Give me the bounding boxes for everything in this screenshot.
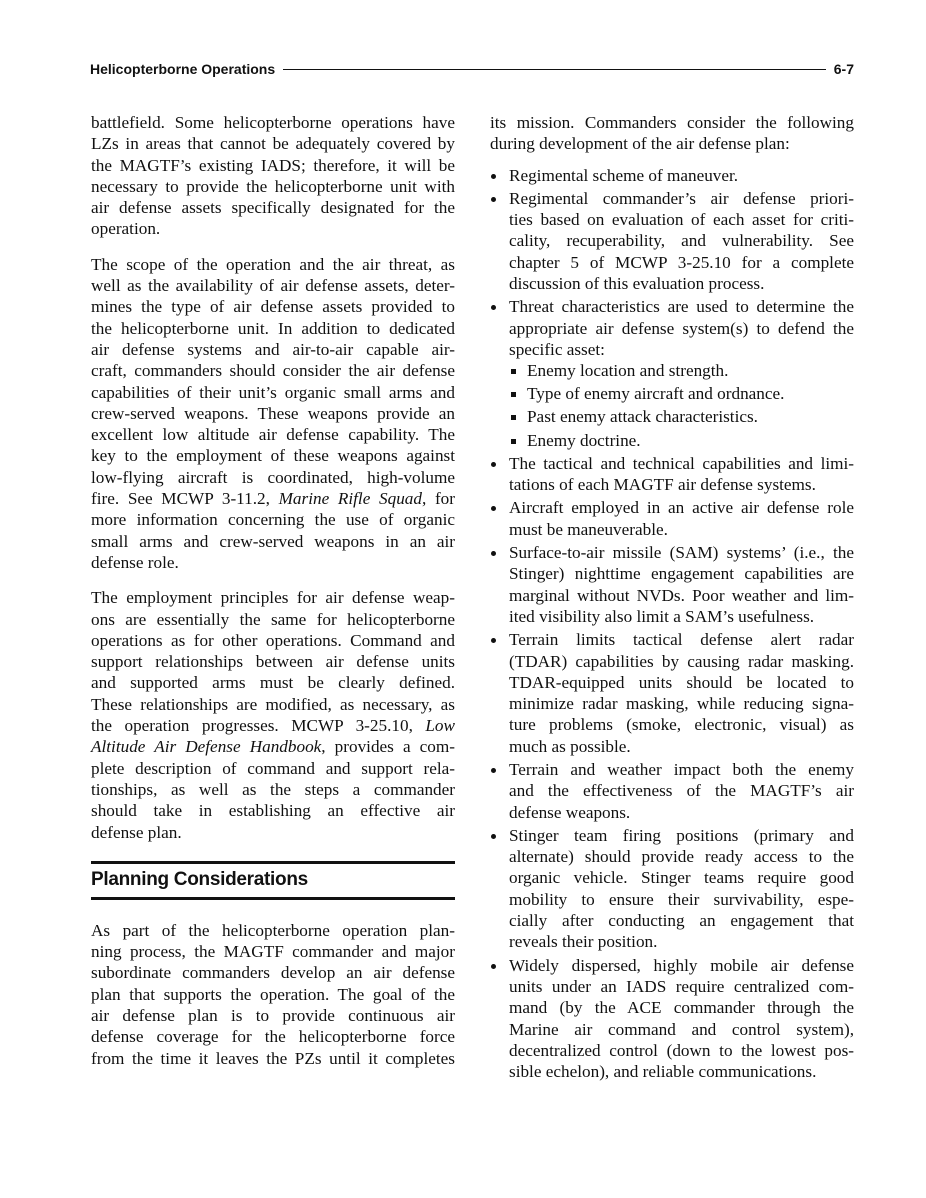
text-line: reveals their position. xyxy=(509,932,658,952)
text-line: tionships, as well as the steps a commander xyxy=(91,779,455,799)
text-run: the operation progresses. MCWP 3-25.10, xyxy=(91,716,426,736)
text-line: Enemy doctrine. xyxy=(527,430,641,450)
text-line: Stinger team firing positions (primary and xyxy=(509,825,854,845)
bullet-icon xyxy=(491,551,496,556)
publication-title: Altitude Air Defense Handbook xyxy=(91,737,322,757)
bullet-icon xyxy=(491,964,496,969)
text-line: Past enemy attack characteristics. xyxy=(527,407,758,427)
text-line: defense weapons. xyxy=(509,802,631,822)
text-line: Enemy location and strength. xyxy=(527,361,729,381)
text-line: its mission. Commanders consider the following xyxy=(490,113,854,132)
text-line: ited visibility also limit a SAM’s usefulness. xyxy=(509,606,815,626)
text-line: small arms and crew-served weapons in an air xyxy=(91,531,455,551)
text-run: , provides a com- xyxy=(321,737,455,757)
considerations-list xyxy=(490,165,854,1083)
bullet-icon xyxy=(491,768,496,773)
paragraph-planning xyxy=(91,920,455,1069)
list-item xyxy=(490,629,854,757)
text-line: mines the type of air defense assets provided to xyxy=(91,297,455,317)
text-line: key to the employment of these weapons against xyxy=(91,446,455,466)
text-line: minimize radar masking, while reducing signa- xyxy=(509,694,854,714)
text-line: chapter 5 of MCWP 3-25.10 for a complete xyxy=(509,252,854,272)
text-line: battlefield. Some helicopterborne operations have xyxy=(91,113,455,132)
text-line: Stinger) nighttime engagement capabilities are xyxy=(509,564,854,584)
text-line: plan that supports the operation. The goal of the xyxy=(91,984,455,1004)
text-line: subordinate commanders develop an air defense xyxy=(91,963,455,983)
publication-title: Marine Rifle Squad xyxy=(278,489,422,509)
threat-sublist xyxy=(509,360,854,451)
text-line: Surface-to-air missile (SAM) systems’ (i.e., the xyxy=(509,543,854,563)
text-line: These relationships are modified, as necessary, as xyxy=(91,694,455,714)
sub-list-item xyxy=(509,383,854,404)
bullet-icon xyxy=(491,197,496,202)
text-line: more information concerning the use of organic xyxy=(91,510,455,530)
bullet-icon xyxy=(491,174,496,179)
text-line: support relationships between air defense units xyxy=(91,652,455,672)
text-line: well as the availability of air defense assets, deter- xyxy=(91,276,455,296)
text-line: specific asset: xyxy=(509,339,605,359)
text-line: ture problems (smoke, electronic, visual) as xyxy=(509,715,854,735)
text-run: , for xyxy=(421,489,455,509)
paragraph-employment xyxy=(91,587,455,843)
section-heading: Planning Considerations xyxy=(91,861,455,900)
text-line: operations as for other operations. Command and xyxy=(91,630,455,650)
text-line: Regimental scheme of maneuver. xyxy=(509,165,739,185)
list-item xyxy=(490,453,854,496)
paragraph-intro xyxy=(490,112,854,155)
page-number: 6-7 xyxy=(833,61,854,77)
text-line: plete description of command and support rela- xyxy=(91,758,455,778)
header-title: Helicopterborne Operations xyxy=(90,61,276,77)
paragraph-scope xyxy=(91,254,455,573)
text-line: TDAR-equipped units should be located to xyxy=(509,672,854,692)
right-column xyxy=(490,112,854,1084)
text-line: must be maneuverable. xyxy=(509,519,668,539)
sub-list-item xyxy=(509,406,854,427)
text-line: defense coverage for the helicopterborne force xyxy=(91,1027,455,1047)
text-line: low-flying aircraft is coordinated, high-volume xyxy=(91,467,455,487)
text-line: defense plan. xyxy=(91,822,182,842)
text-line: marginal without NVDs. Poor weather and lim- xyxy=(509,585,854,605)
text-line: operation. xyxy=(91,219,161,239)
text-line: tations of each MAGTF air defense systems. xyxy=(509,475,816,495)
square-bullet-icon xyxy=(511,439,516,444)
text-line: Aircraft employed in an active air defense role xyxy=(509,498,854,518)
text-line: excellent low altitude air defense capability. The xyxy=(91,425,455,445)
text-line: As part of the helicopterborne operation plan- xyxy=(91,920,455,940)
text-line: capabilities of their unit’s organic small arms and xyxy=(91,382,455,402)
text-line: the MAGTF’s existing IADS; therefore, it will be xyxy=(91,155,455,175)
text-line: the helicopterborne unit. In addition to dedicated xyxy=(91,318,455,338)
text-line: much as possible. xyxy=(509,736,631,756)
left-column xyxy=(91,112,455,1083)
running-header xyxy=(90,58,854,80)
list-item xyxy=(490,497,854,540)
text-line: The employment principles for air defense weap- xyxy=(91,588,455,608)
text-line: ning process, the MAGTF commander and major xyxy=(91,942,455,962)
text-line: Type of enemy aircraft and ordnance. xyxy=(527,384,785,404)
text-line: Terrain and weather impact both the enemy xyxy=(509,760,854,779)
text-line: Widely dispersed, highly mobile air defense xyxy=(509,955,854,975)
bullet-icon xyxy=(491,506,496,511)
list-item xyxy=(490,955,854,1083)
text-line: cially after conducting an engagement that xyxy=(509,911,854,931)
text-line: air defense plan is to provide continuous air xyxy=(91,1005,455,1025)
text-line: The tactical and technical capabilities and limi- xyxy=(509,453,854,473)
list-item xyxy=(490,759,854,823)
text-line-with-citation xyxy=(91,736,455,757)
text-line: alternate) should provide ready access to the xyxy=(509,847,854,867)
text-line: appropriate air defense system(s) to defend the xyxy=(509,318,854,338)
paragraph-battlefield xyxy=(91,112,455,240)
text-line: Regimental commander’s air defense priori- xyxy=(509,188,854,208)
text-line: The scope of the operation and the air threat, as xyxy=(91,254,455,274)
text-line: craft, commanders should consider the air defense xyxy=(91,361,455,381)
text-line: ons are essentially the same for helicopterborne xyxy=(91,609,455,629)
text-line: and the effectiveness of the MAGTF’s air xyxy=(509,781,854,801)
header-rule xyxy=(283,69,826,70)
publication-title: Low xyxy=(425,716,455,736)
list-item xyxy=(490,542,854,627)
text-line: air defense systems and air-to-air capable air- xyxy=(91,339,455,359)
square-bullet-icon xyxy=(511,415,516,420)
text-line: LZs in areas that cannot be adequately covered by xyxy=(91,134,455,154)
text-line: Threat characteristics are used to determine the xyxy=(509,297,854,317)
list-item xyxy=(490,296,854,450)
text-line: mand (by the ACE commander through the xyxy=(509,998,854,1018)
bullet-icon xyxy=(491,638,496,643)
text-line: organic vehicle. Stinger teams require good xyxy=(509,868,854,888)
bullet-icon xyxy=(491,305,496,310)
text-line-with-citation xyxy=(91,715,455,736)
text-line: ties based on evaluation of each asset for criti- xyxy=(509,210,854,230)
bullet-icon xyxy=(491,462,496,467)
text-line: defense role. xyxy=(91,552,179,572)
text-line: cality, recuperability, and vulnerability. See xyxy=(509,231,854,251)
text-line: mobility to ensure their survivability, espe- xyxy=(509,889,854,909)
text-line: discussion of this evaluation process. xyxy=(509,274,765,294)
square-bullet-icon xyxy=(511,392,516,397)
text-line: necessary to provide the helicopterborne unit with xyxy=(91,176,455,196)
text-line: should take in establishing an effective air xyxy=(91,801,455,821)
sub-list-item xyxy=(509,430,854,451)
square-bullet-icon xyxy=(511,369,516,374)
text-run: fire. See MCWP 3-11.2, xyxy=(91,489,279,509)
list-item xyxy=(490,188,854,294)
text-line-with-citation xyxy=(91,488,455,509)
text-line: decentralized control (down to the lowest pos- xyxy=(509,1040,854,1060)
text-line: (TDAR) capabilities by causing radar masking. xyxy=(509,651,854,671)
list-item xyxy=(490,165,854,186)
text-line: and supported arms must be clearly defined. xyxy=(91,673,455,693)
bullet-icon xyxy=(491,834,496,839)
text-line: sible echelon), and reliable communications. xyxy=(509,1062,817,1082)
text-line: Marine air command and control system), xyxy=(509,1019,854,1039)
sub-list-item xyxy=(509,360,854,381)
text-line: during development of the air defense plan: xyxy=(490,134,790,154)
text-line: from the time it leaves the PZs until it completes xyxy=(91,1048,455,1068)
text-line: Terrain limits tactical defense alert radar xyxy=(509,630,854,650)
list-item xyxy=(490,825,854,953)
text-line: air defense assets specifically designated for the xyxy=(91,198,455,218)
text-line: crew-served weapons. These weapons provide an xyxy=(91,403,455,423)
text-line: units under an IADS require centralized com- xyxy=(509,976,854,996)
